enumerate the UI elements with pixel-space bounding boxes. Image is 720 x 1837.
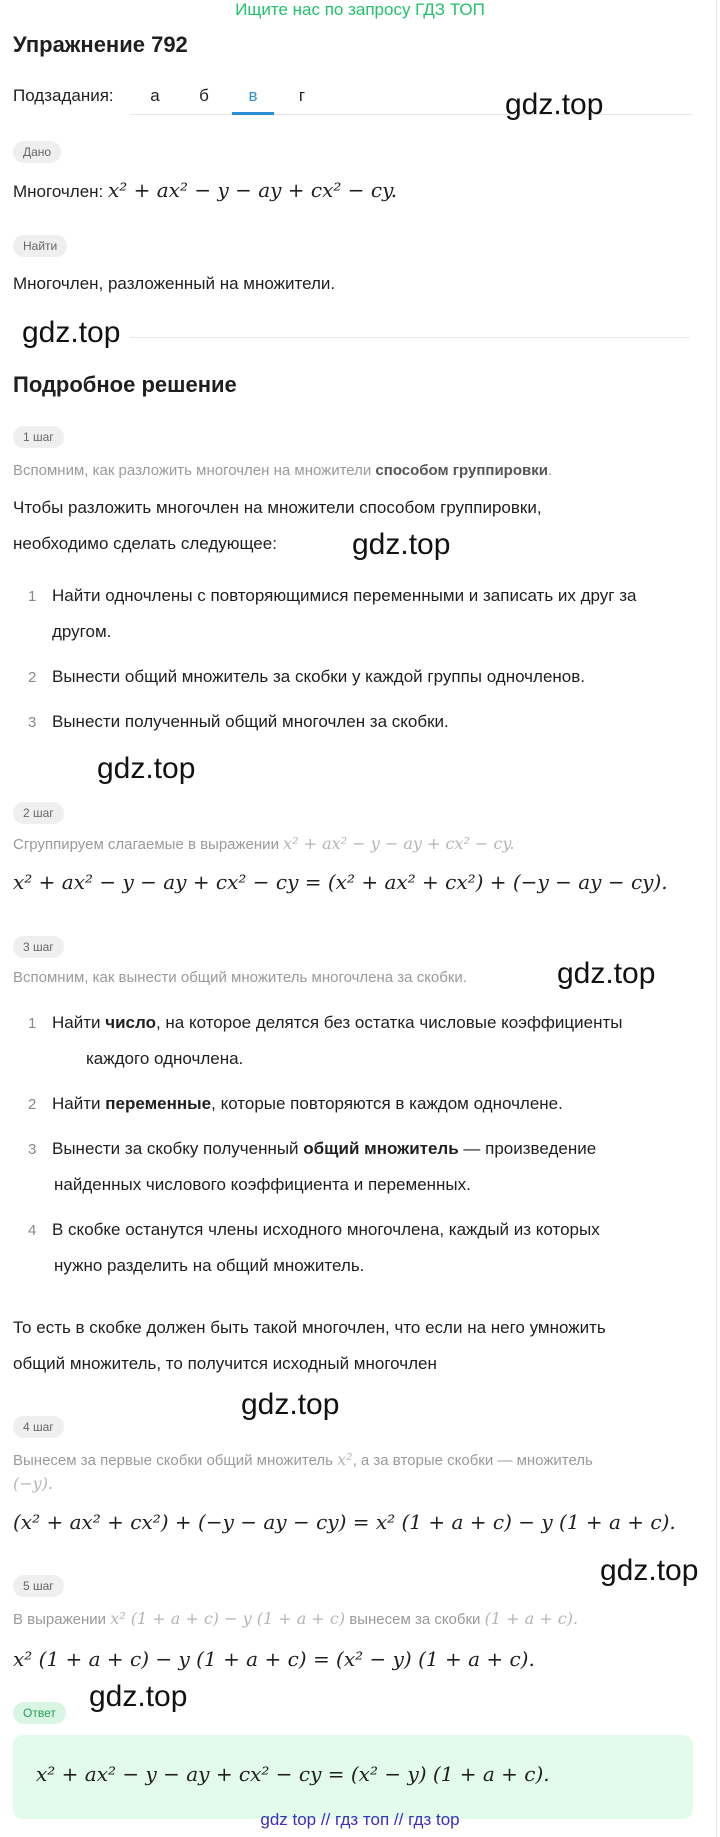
watermark: gdz.top: [241, 1388, 340, 1421]
footer-link[interactable]: гдз топ: [335, 1810, 390, 1829]
list-item: [28, 578, 636, 615]
list-item-cont: нужно разделить на общий множитель.: [54, 1256, 365, 1275]
watermark: gdz.top: [352, 528, 451, 561]
step4-hint: [13, 1450, 593, 1469]
list-num: 1: [28, 588, 37, 605]
step1-hint-text: Вспомним, как разложить многочлен на множители: [13, 462, 376, 479]
step3-hint: Вспомним, как вынести общий множитель многочлена за скобки.: [13, 969, 467, 986]
subtasks-label: Подзадания:: [13, 86, 114, 105]
step2-math: x² + ax² − y − ay + cx² − cy = (x² + ax² + cx²) + (−y − ay − cy).: [13, 870, 668, 894]
given-pill-wrap: [13, 141, 61, 163]
step5-math: x² (1 + a + c) − y (1 + a + c) = (x² − y) (1 + a + c).: [13, 1647, 535, 1671]
tabs-divider: [130, 114, 692, 115]
list-num: 1: [28, 1015, 37, 1032]
answer-math: x² + ax² − y − ay + cx² − cy = (x² − y) (1 + a + c).: [36, 1762, 550, 1786]
footer-links: [0, 1810, 720, 1830]
step4-hint-line2: [13, 1474, 53, 1494]
step4-pill: 4 шаг: [13, 1416, 64, 1438]
find-text: Многочлен, разложенный на множители.: [13, 274, 336, 293]
list-text: Вынести полученный общий многочлен за скобки.: [52, 712, 449, 731]
list-item-cont: найденных числового коэффициента и переменных.: [54, 1175, 471, 1194]
given-text: [13, 172, 397, 210]
page-border: [716, 0, 717, 1837]
step4-math: (x² + ax² + cx²) + (−y − ay − cy) = x² (1 + a + c) − y (1 + a + c).: [13, 1510, 676, 1534]
step4-hint-text: , а за вторые скобки — множитель: [352, 1452, 593, 1469]
step2-pill-wrap: [13, 802, 64, 824]
watermark: gdz.top: [97, 752, 196, 785]
watermark: gdz.top: [22, 316, 121, 349]
list-num: 2: [28, 669, 37, 686]
step1-hint-end: .: [547, 462, 553, 479]
step5-pill: 5 шаг: [13, 1575, 64, 1597]
list-text: Найти: [52, 1094, 106, 1113]
list-text: В скобке останутся члены исходного многочлена, каждый из которых: [52, 1220, 600, 1239]
list-bold: общий множитель: [303, 1139, 459, 1158]
step3-pill-wrap: [13, 936, 64, 958]
list-text: Найти одночлены с повторяющимися переменными и записать их друг за: [52, 586, 637, 605]
step1-intro-2: необходимо сделать следующее:: [13, 534, 277, 553]
list-num: 3: [28, 1141, 37, 1158]
step4-pill-wrap: [13, 1416, 64, 1438]
step1-intro-1: Чтобы разложить многочлен на множители способом группировки,: [13, 498, 542, 517]
step1-hint: [13, 462, 552, 479]
list-text: — произведение: [458, 1139, 597, 1158]
active-tab-indicator: [232, 112, 274, 115]
list-item: [28, 1131, 596, 1168]
footer-link[interactable]: gdz top: [260, 1810, 317, 1829]
tab-g[interactable]: г: [298, 86, 306, 105]
step5-hint-math: x² (1 + a + c) − y (1 + a + c): [110, 1609, 346, 1628]
footer-sep: //: [320, 1810, 331, 1829]
step1-hint-bold: способом группировки: [375, 462, 548, 479]
step4-hint-text: Вынесем за первые скобки общий множитель: [13, 1452, 338, 1469]
answer-pill: Ответ: [13, 1702, 66, 1724]
list-num: 3: [28, 714, 37, 731]
list-num: 2: [28, 1096, 37, 1113]
given-label: Многочлен:: [13, 182, 108, 201]
divider: [130, 337, 690, 338]
list-item: [28, 1212, 600, 1249]
list-bold: переменные: [105, 1094, 212, 1113]
step1-pill: 1 шаг: [13, 426, 64, 448]
step5-hint-text: В выражении: [13, 1611, 111, 1628]
watermark: gdz.top: [600, 1554, 699, 1587]
step3-outro-1: То есть в скобке должен быть такой многочлен, что если на него умножить: [13, 1318, 606, 1337]
list-item: [28, 1005, 623, 1042]
footer-sep: //: [393, 1810, 404, 1829]
top-banner[interactable]: Ищите нас по запросу ГДЗ ТОП: [235, 0, 485, 19]
solution-title: Подробное решение: [13, 372, 237, 397]
step5-hint-math: (1 + a + c).: [484, 1609, 579, 1628]
watermark: gdz.top: [505, 88, 604, 121]
step3-outro-2: общий множитель, то получится исходный многочлен: [13, 1354, 437, 1373]
list-num: 4: [28, 1222, 37, 1239]
list-item: [28, 704, 449, 741]
step5-hint: [13, 1609, 578, 1628]
given-math: x² + ax² − y − ay + cx² − cy.: [107, 178, 398, 202]
tab-v[interactable]: в: [248, 86, 258, 105]
list-item: [28, 659, 585, 696]
list-text: , на которое делятся без остатка числовые коэффициенты: [155, 1013, 623, 1032]
watermark: gdz.top: [557, 957, 656, 990]
list-item: [28, 1086, 563, 1123]
given-pill: Дано: [13, 141, 61, 163]
step4-hint-math: (−y).: [13, 1474, 54, 1493]
step2-hint-text: Сгруппируем слагаемые в выражении: [13, 836, 284, 853]
step2-pill: 2 шаг: [13, 802, 64, 824]
answer-pill-wrap: [13, 1704, 66, 1722]
list-text: Вынести за скобку полученный: [52, 1139, 304, 1158]
find-pill: Найти: [13, 235, 67, 257]
step2-hint-math: x² + ax² − y − ay + cx² − cy.: [283, 834, 515, 853]
list-text: Найти: [52, 1013, 106, 1032]
tab-a[interactable]: а: [150, 86, 160, 105]
step3-pill: 3 шаг: [13, 936, 64, 958]
step2-hint: [13, 834, 514, 853]
tab-b[interactable]: б: [199, 86, 209, 105]
list-item-cont: каждого одночлена.: [86, 1049, 244, 1068]
list-text: Вынести общий множитель за скобки у каждой группы одночленов.: [52, 667, 586, 686]
step5-pill-wrap: [13, 1575, 64, 1597]
list-item-cont: другом.: [52, 622, 112, 641]
list-bold: число: [105, 1013, 156, 1032]
find-pill-wrap: [13, 235, 67, 257]
step4-hint-math: x²: [337, 1450, 353, 1469]
watermark: gdz.top: [89, 1680, 188, 1713]
list-text: , которые повторяются в каждом одночлене.: [211, 1094, 563, 1113]
step1-pill-wrap: [13, 426, 64, 448]
footer-link[interactable]: гдз top: [408, 1810, 460, 1829]
step5-hint-text: вынесем за скобки: [345, 1611, 485, 1628]
page-title: Упражнение 792: [13, 32, 188, 57]
